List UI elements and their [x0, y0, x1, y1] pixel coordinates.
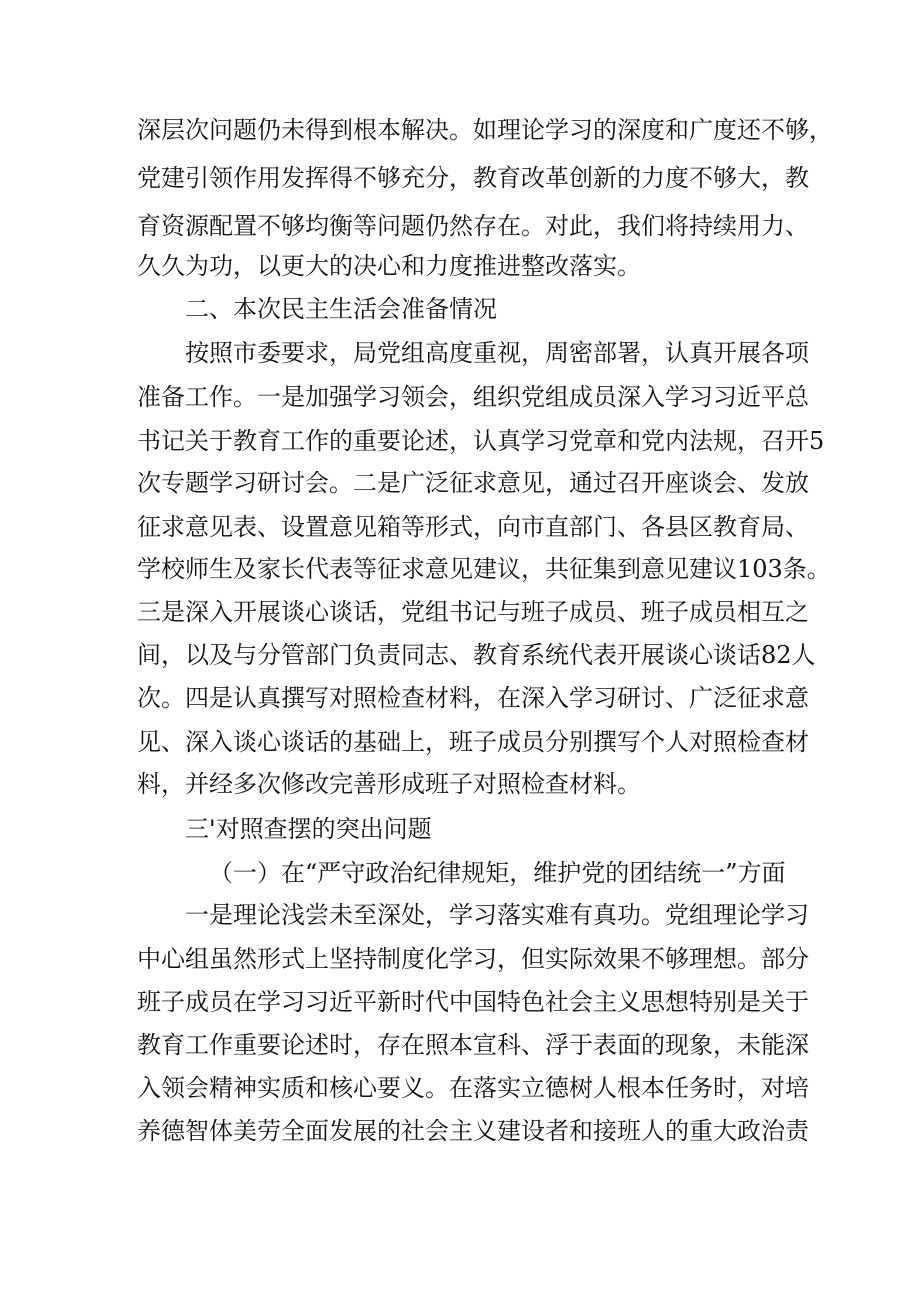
- paragraph-line: 养德智体美劳全面发展的社会主义建设者和接班人的重大政治责: [137, 1117, 809, 1145]
- paragraph-line: 征求意见表、设置意见箱等形式，向市直部门、各县区教育局、: [137, 513, 809, 541]
- subsection-heading: （一）在“严守政治纪律规矩，维护党的团结统一”方面: [209, 859, 786, 887]
- paragraph-line: 次专题学习研讨会。二是广泛征求意见，通过召开座谈会、发放: [137, 469, 809, 497]
- paragraph-line: 准备工作。一是加强学习领会，组织党组成员深入学习习近平总: [137, 383, 809, 411]
- paragraph-line: 按照市委要求，局党组高度重视，周密部署，认真开展各项: [185, 339, 809, 367]
- paragraph-line: 料，并经多次修改完善形成班子对照检查材料。: [137, 770, 641, 798]
- paragraph-line: 中心组虽然形式上坚持制度化学习，但实际效果不够理想。部分: [137, 945, 809, 973]
- paragraph-line: 一是理论浅尝未至深处，学习落实难有真功。党组理论学习: [185, 901, 809, 929]
- section-heading: 三'对照查摆的突出问题: [185, 815, 432, 843]
- paragraph-line: 书记关于教育工作的重要论述，认真学习党章和党内法规，召开5: [137, 427, 825, 455]
- paragraph-line: 育资源配置不够均衡等问题仍然存在。对此，我们将持续用力、: [137, 212, 809, 240]
- paragraph-line: 间，以及与分管部门负责同志、教育系统代表开展谈心谈话82人: [137, 641, 816, 669]
- paragraph-line: 学校师生及家长代表等征求意见建议，共征集到意见建议103条。: [137, 555, 831, 583]
- paragraph-line: 次。四是认真撰写对照检查材料，在深入学习研讨、广泛征求意: [137, 684, 809, 712]
- section-heading: 二、本次民主生活会准备情况: [185, 295, 497, 323]
- paragraph-line: 深层次问题仍未得到根本解决。如理论学习的深度和广度还不够，: [137, 116, 833, 144]
- paragraph-line: 班子成员在学习习近平新时代中国特色社会主义思想特别是关于: [137, 988, 809, 1016]
- paragraph-line: 教育工作重要论述时，存在照本宣科、浮于表面的现象，未能深: [137, 1031, 809, 1059]
- paragraph-line: 三是深入开展谈心谈话，党组书记与班子成员、班子成员相互之: [137, 598, 809, 626]
- paragraph-line: 久久为功，以更大的决心和力度推进整改落实。: [137, 252, 641, 280]
- paragraph-line: 入领会精神实质和核心要义。在落实立德树人根本任务时，对培: [137, 1074, 809, 1102]
- paragraph-line: 见、深入谈心谈话的基础上，班子成员分别撰写个人对照检查材: [137, 728, 809, 756]
- paragraph-line: 党建引领作用发挥得不够充分，教育改革创新的力度不够大，教: [137, 164, 809, 192]
